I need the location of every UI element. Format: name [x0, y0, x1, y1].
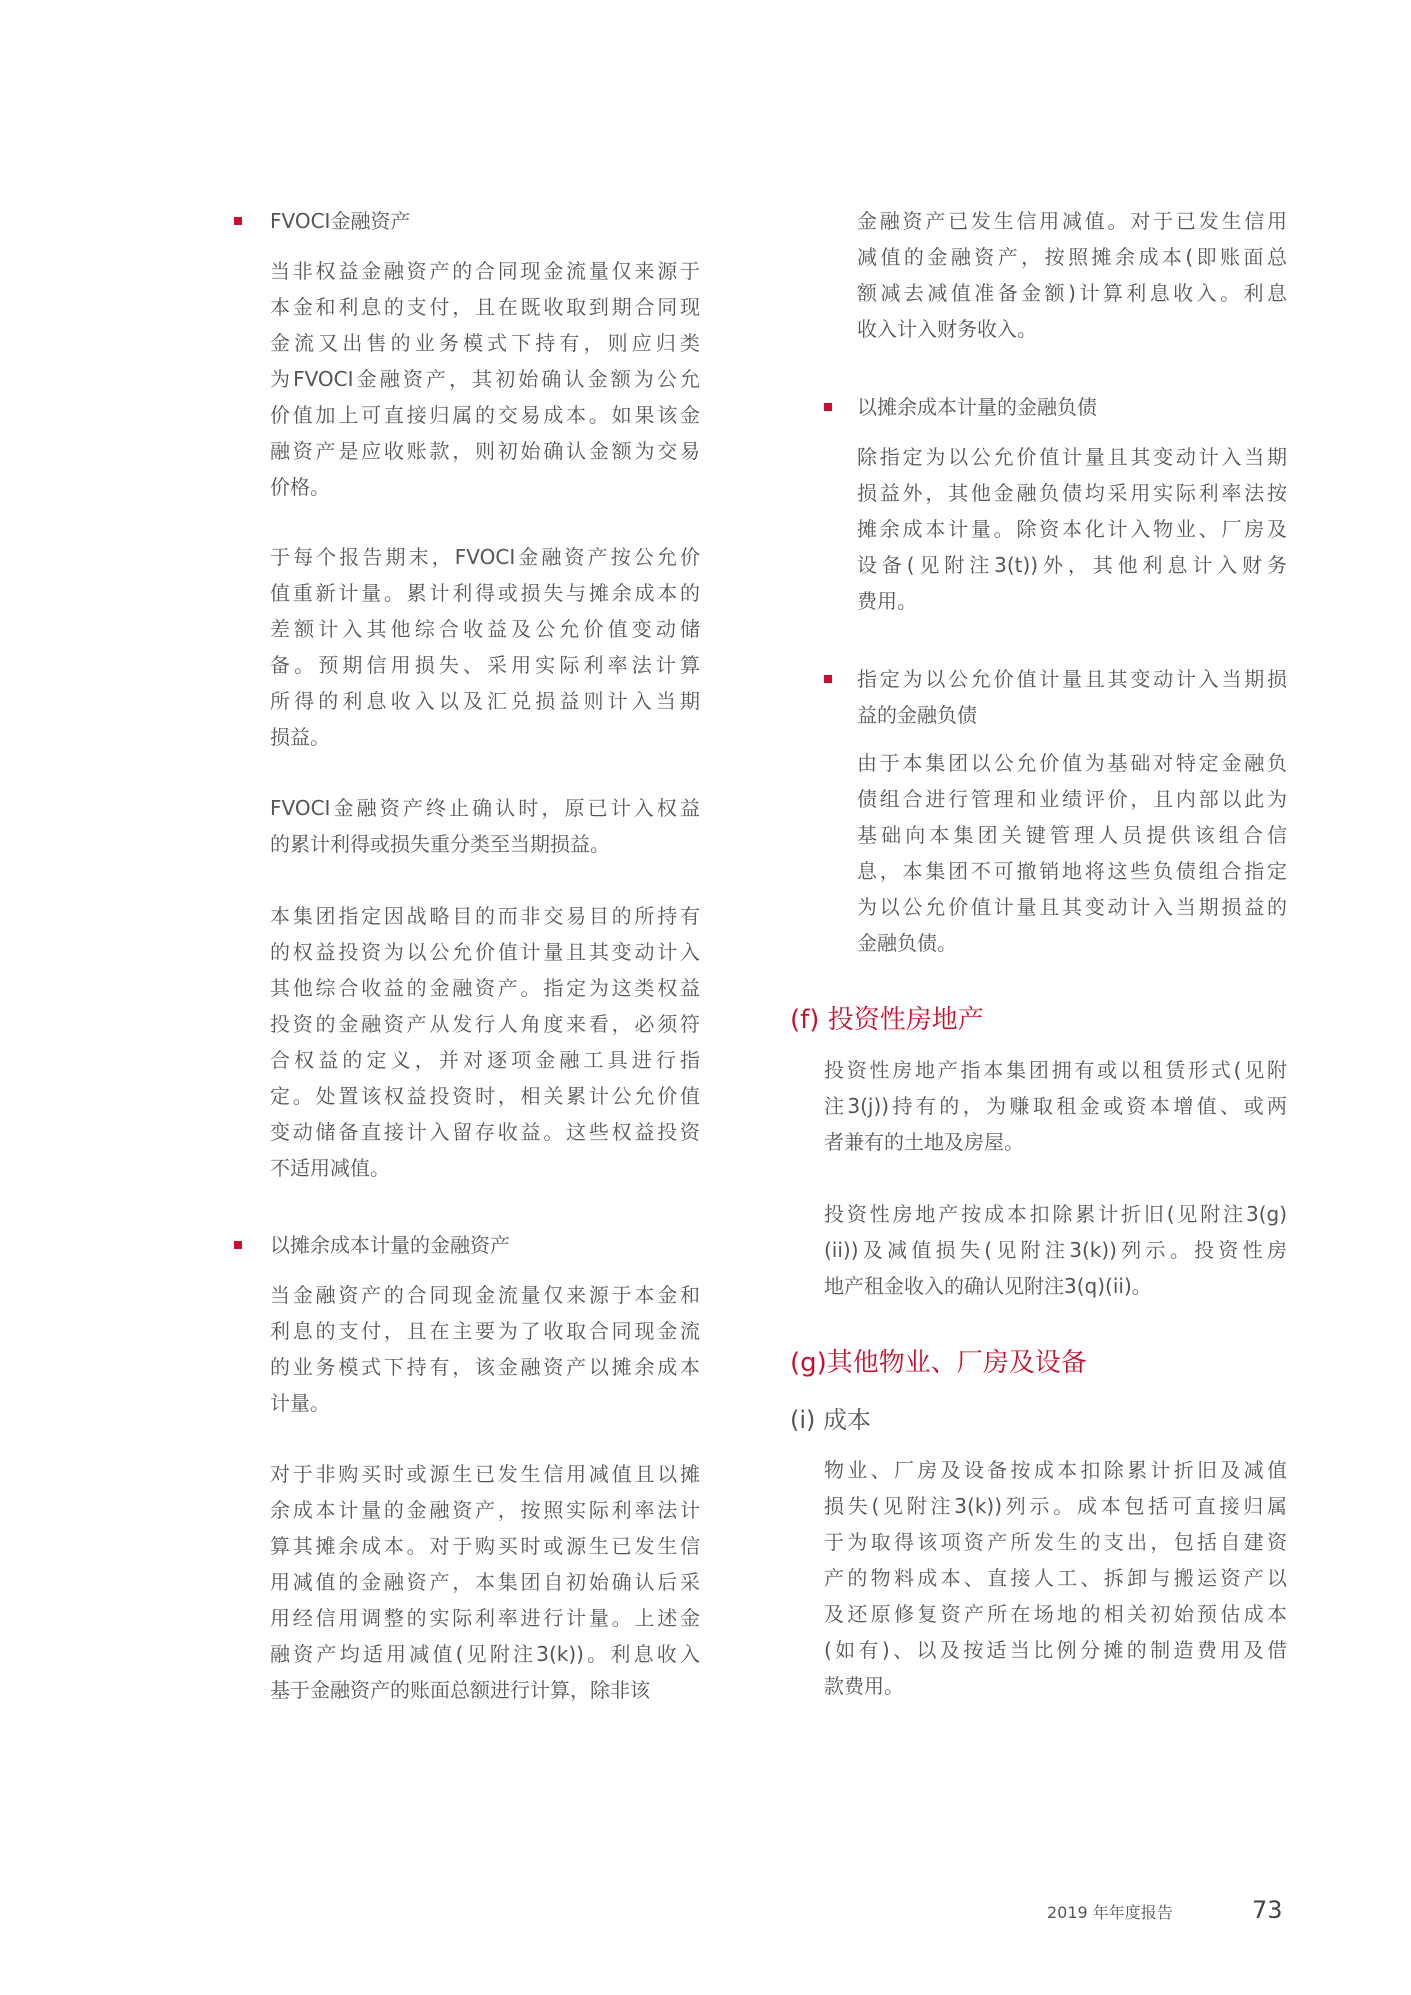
text-line: 所得的利息收入以及汇兑损益则计入当期: [270, 689, 700, 713]
bullet-title-fvtpl-liabilities: [857, 661, 1287, 733]
text-line: 备。预期信用损失、采用实际利率法计算: [270, 653, 700, 677]
text-line: 为FVOCI金融资产，其初始确认金额为公允: [270, 367, 700, 391]
text-line: 设备(见附注3(t))外，其他利息计入财务: [857, 553, 1287, 577]
text-line: 本金和利息的支付，且在既收取到期合同现: [270, 295, 700, 319]
bullet-title-fvoci: FVOCI金融资产: [270, 209, 411, 233]
text-line: 摊余成本计量。除资本化计入物业、厂房及: [857, 517, 1287, 541]
text-line: 由于本集团以公允价值为基础对特定金融负: [857, 751, 1287, 775]
paragraph: [270, 539, 700, 755]
text-line: 金融资产已发生信用减值。对于已发生信用: [857, 209, 1287, 233]
text-line: 损益。: [270, 725, 330, 749]
text-line: (如有)、以及按适当比例分摊的制造费用及借: [824, 1638, 1287, 1662]
text-line: 为以公允价值计量且其变动计入当期损益的: [857, 895, 1287, 919]
text-line: 损失(见附注3(k))列示。成本包括可直接归属: [824, 1494, 1287, 1518]
text-line: 基础向本集团关键管理人员提供该组合信: [857, 823, 1287, 847]
text-line: 投资性房地产按成本扣除累计折旧(见附注3(g): [824, 1202, 1287, 1226]
page-number: 73: [1252, 1896, 1283, 1924]
section-heading-f: (f) 投资性房地产: [790, 1005, 984, 1035]
text-line: 者兼有的土地及房屋。: [824, 1130, 1024, 1154]
text-line: 金融负债。: [857, 931, 957, 955]
text-line: 用减值的金融资产，本集团自初始确认后采: [270, 1570, 700, 1594]
paragraph: [824, 1052, 1287, 1160]
text-line: 注3(j))持有的，为赚取租金或资本增值、或两: [824, 1094, 1287, 1118]
paragraph: [857, 745, 1287, 961]
text-line: 值重新计量。累计利得或损失与摊余成本的: [270, 581, 700, 605]
text-line: FVOCI金融资产终止确认时，原已计入权益: [270, 796, 700, 820]
bullet-marker: [234, 217, 242, 225]
text-line: 额减去减值准备金额)计算利息收入。利息: [857, 281, 1287, 305]
text-line: 用经信用调整的实际利率进行计量。上述金: [270, 1606, 700, 1630]
text-line: 利息的支付，且在主要为了收取合同现金流: [270, 1319, 700, 1343]
text-line: 收入计入财务收入。: [857, 317, 1037, 341]
text-line: 变动储备直接计入留存收益。这些权益投资: [270, 1120, 700, 1144]
bullet-marker: [824, 675, 832, 683]
section-heading-g: (g)其他物业、厂房及设备: [790, 1348, 1087, 1378]
paragraph: [270, 898, 700, 1186]
text-line: 当非权益金融资产的合同现金流量仅来源于: [270, 259, 700, 283]
text-line: 价格。: [270, 475, 330, 499]
text-line: 算其摊余成本。对于购买时或源生已发生信: [270, 1534, 700, 1558]
text-line: 计量。: [270, 1391, 330, 1415]
paragraph: [270, 790, 700, 862]
paragraph: [857, 439, 1287, 619]
text-line: 基于金融资产的账面总额进行计算，除非该: [270, 1678, 650, 1702]
paragraph: [270, 1277, 700, 1421]
text-line: 指定为以公允价值计量且其变动计入当期损: [857, 667, 1287, 691]
subheading-cost: (i) 成本: [790, 1406, 872, 1434]
footer-report-title: 2019 年年度报告: [1047, 1903, 1173, 1922]
text-line: 产的物料成本、直接人工、拆卸与搬运资产以: [824, 1566, 1287, 1590]
text-line: 减值的金融资产，按照摊余成本(即账面总: [857, 245, 1287, 269]
text-line: 不适用减值。: [270, 1156, 390, 1180]
text-line: 息，本集团不可撤销地将这些负债组合指定: [857, 859, 1287, 883]
text-line: 债组合进行管理和业绩评价，且内部以此为: [857, 787, 1287, 811]
bullet-title-amortised-assets: 以摊余成本计量的金融资产: [270, 1233, 510, 1257]
paragraph: [824, 1196, 1287, 1304]
text-line: 当金融资产的合同现金流量仅来源于本金和: [270, 1283, 700, 1307]
text-line: 对于非购买时或源生已发生信用减值且以摊: [270, 1462, 700, 1486]
bullet-title-amortised-liabilities: 以摊余成本计量的金融负债: [857, 395, 1097, 419]
text-line: 定。处置该权益投资时，相关累计公允价值: [270, 1084, 700, 1108]
text-line: 融资产是应收账款，则初始确认金额为交易: [270, 439, 700, 463]
text-line: 费用。: [857, 589, 917, 613]
paragraph: [857, 203, 1287, 347]
text-line: 除指定为以公允价值计量且其变动计入当期: [857, 445, 1287, 469]
text-line: 融资产均适用减值(见附注3(k))。利息收入: [270, 1642, 700, 1666]
paragraph: [270, 1456, 700, 1708]
text-line: 地产租金收入的确认见附注3(q)(ii)。: [824, 1274, 1152, 1298]
text-line: 本集团指定因战略目的而非交易目的所持有: [270, 904, 700, 928]
text-line: 益的金融负债: [857, 703, 977, 727]
text-line: 余成本计量的金融资产，按照实际利率法计: [270, 1498, 700, 1522]
text-line: 的权益投资为以公允价值计量且其变动计入: [270, 940, 700, 964]
text-line: 于为取得该项资产所发生的支出，包括自建资: [824, 1530, 1287, 1554]
text-line: 物业、厂房及设备按成本扣除累计折旧及减值: [824, 1458, 1287, 1482]
text-line: 的业务模式下持有，该金融资产以摊余成本: [270, 1355, 700, 1379]
text-line: 损益外，其他金融负债均采用实际利率法按: [857, 481, 1287, 505]
text-line: 其他综合收益的金融资产。指定为这类权益: [270, 976, 700, 1000]
text-line: 差额计入其他综合收益及公允价值变动储: [270, 617, 700, 641]
bullet-marker: [234, 1241, 242, 1249]
paragraph: [824, 1452, 1287, 1704]
text-line: 价值加上可直接归属的交易成本。如果该金: [270, 403, 700, 427]
text-line: 的累计利得或损失重分类至当期损益。: [270, 832, 610, 856]
text-line: 投资性房地产指本集团拥有或以租赁形式(见附: [824, 1058, 1287, 1082]
bullet-marker: [824, 403, 832, 411]
text-line: 金流又出售的业务模式下持有，则应归类: [270, 331, 700, 355]
text-line: 款费用。: [824, 1674, 904, 1698]
text-line: 合权益的定义，并对逐项金融工具进行指: [270, 1048, 700, 1072]
text-line: 于每个报告期末，FVOCI金融资产按公允价: [270, 545, 700, 569]
paragraph: [270, 253, 700, 505]
text-line: (ii))及减值损失(见附注3(k))列示。投资性房: [824, 1238, 1287, 1262]
text-line: 投资的金融资产从发行人角度来看，必须符: [270, 1012, 700, 1036]
text-line: 及还原修复资产所在场地的相关初始预估成本: [824, 1602, 1287, 1626]
